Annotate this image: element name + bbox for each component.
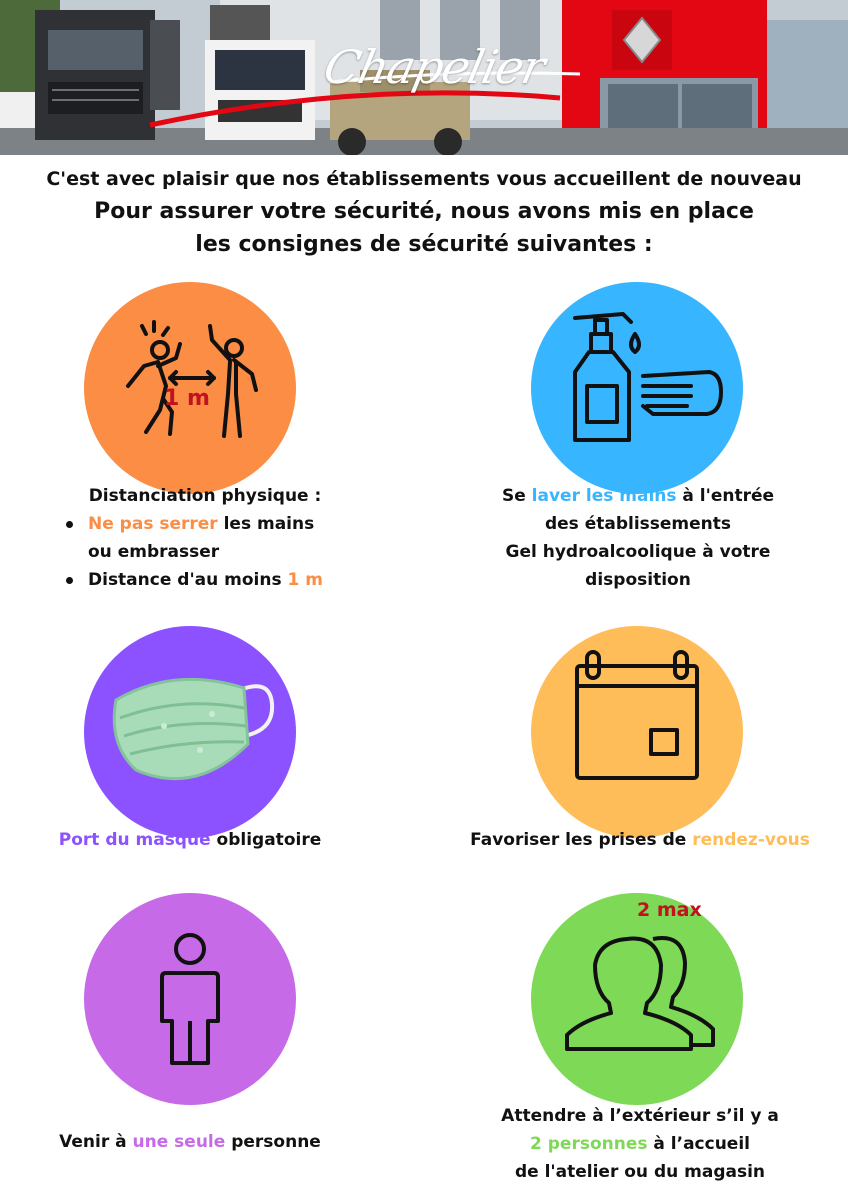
wash-circle (531, 282, 743, 494)
caption-text: Favoriser les prises de (470, 830, 693, 850)
mask-caption (0, 826, 380, 854)
bullet-text: Distance d'au moins (88, 570, 288, 590)
bullet-text: ou embrasser (88, 542, 220, 562)
list-item (64, 510, 364, 538)
bullet-icon (66, 577, 73, 584)
calendar-caption (440, 826, 840, 854)
caption-line: disposition (585, 570, 691, 590)
headline-line-1: Pour assurer votre sécurité, nous avons mis en place (94, 199, 754, 224)
caption-line: des établissements (544, 514, 732, 534)
distance-badge: 1 m (164, 386, 210, 411)
wash-caption (438, 482, 838, 594)
caption-text: Se (501, 486, 532, 506)
headline-line-2: les consignes de sécurité suivantes : (195, 232, 653, 257)
brand-logo: Chapelier (319, 40, 550, 94)
list-item-continuation (64, 538, 364, 566)
highlight-text: 2 personnes (530, 1134, 648, 1154)
intro-text: C'est avec plaisir que nos établissements vous accueillent de nouveau (46, 168, 802, 190)
highlight-text: une seule (132, 1132, 226, 1152)
two-people-icon (531, 893, 743, 1105)
alone-caption (0, 1128, 380, 1156)
header-banner-photo (0, 0, 848, 155)
calendar-circle (531, 626, 743, 838)
calendar-icon (531, 626, 743, 838)
caption-line: de l'atelier ou du magasin (514, 1162, 766, 1182)
bullet-icon (66, 521, 73, 528)
caption-line: Gel hydroalcoolique à votre (505, 542, 771, 562)
caption-line (440, 1130, 840, 1158)
bullet-text: les mains (217, 514, 315, 534)
caption-text: à l’accueil (647, 1134, 750, 1154)
person-icon (84, 893, 296, 1105)
caption-line (438, 482, 838, 510)
distance-list (64, 510, 364, 594)
highlight-text: Port du masque (58, 830, 211, 850)
highlight-text: Ne pas serrer (88, 514, 218, 534)
mask-circle (84, 626, 296, 838)
caption-text: à l'entrée (676, 486, 775, 506)
alone-circle (84, 893, 296, 1105)
highlight-text: laver les mains (531, 486, 677, 506)
distance-circle (84, 282, 296, 494)
list-item (64, 566, 364, 594)
distance-title: Distanciation physique : (88, 486, 322, 506)
face-mask-icon (84, 626, 296, 838)
caption-line: Attendre à l’extérieur s’il y a (501, 1106, 779, 1126)
wait-circle (531, 893, 743, 1105)
hand-sanitizer-icon (531, 282, 743, 494)
max-people-badge: 2 max (637, 899, 702, 921)
highlight-text: rendez-vous (692, 830, 810, 850)
caption-text: obligatoire (210, 830, 322, 850)
highlight-text: 1 m (287, 570, 323, 590)
caption-text: personne (225, 1132, 321, 1152)
caption-text: Venir à (59, 1132, 133, 1152)
distance-caption (64, 482, 364, 594)
wait-caption (440, 1102, 840, 1186)
